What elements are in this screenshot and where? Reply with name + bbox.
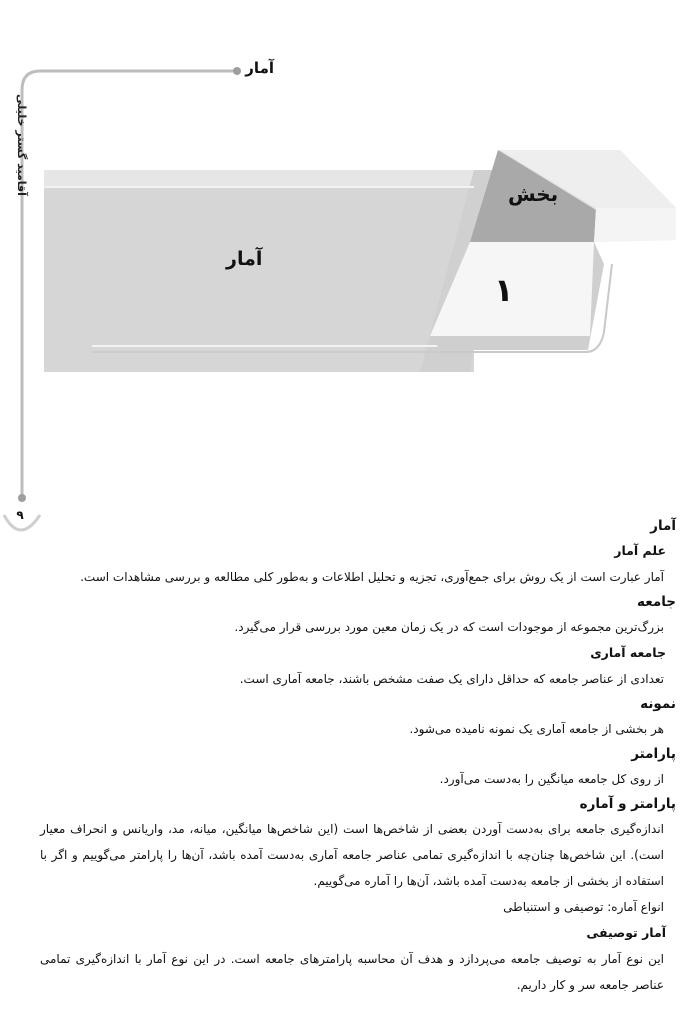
chapter-label: بخش <box>508 182 559 206</box>
statistic-types-line: انواع آماره: توصیفی و استنباطی <box>503 900 664 914</box>
side-rule-dot <box>18 494 26 502</box>
subheading-statistical-population: جامعه آماری <box>590 645 666 660</box>
chapter-banner <box>44 150 676 372</box>
heading-parameter-and-statistic: پارامتر و آماره <box>579 796 676 812</box>
paragraph-population: بزرگ‌ترین مجموعه از موجودات است که در یک زمان معین مورد بررسی قرار می‌گیرد. <box>234 620 664 634</box>
heading-parameter: پارامتر <box>631 746 676 762</box>
page-number: ۹ <box>16 508 24 522</box>
subheading-descriptive-statistics: آمار توصیفی <box>586 925 666 940</box>
header-rule-dot <box>233 67 241 75</box>
paragraph-sample: هر بخشی از جامعه آماری یک نمونه نامیده می‌شود. <box>409 722 664 736</box>
heading-sample: نمونه <box>640 696 676 712</box>
heading-population: جامعه <box>637 594 676 610</box>
page-content <box>40 514 676 998</box>
section-heading: آمار <box>650 518 676 534</box>
paragraph-parameter: از روی کل جامعه میانگین را به‌دست می‌آورد. <box>439 772 664 786</box>
running-header-title: آمار <box>245 59 274 77</box>
chapter-title: آمار <box>226 248 263 270</box>
paragraph-parameter-and-statistic: اندازه‌گیری جامعه برای به‌دست آوردن بعضی از شاخص‌ها است (این شاخص‌ها میانگین، میانه، مد، واریانس و انحراف معیار است). این شاخص‌ها چنان‌چه با اندازه‌گیری تمامی عناصر جامعه آماری به‌دست آمده باشد، آن‌ها را پارامتر می‌گوییم و اگر با استفاده از بخشی از جامعه به‌دست آمده باشد، آن‌ها را آماره می‌گوییم. <box>40 822 664 888</box>
paragraph-statistical-population: تعدادی از عناصر جامعه که حداقل دارای یک صفت مشخص باشند، جامعه آماری است. <box>239 672 664 686</box>
chapter-number: ۱ <box>494 271 514 309</box>
author-name: آقامید گستر خلیلی <box>15 94 28 196</box>
paragraph-statistics-science: آمار عبارت است از یک روش برای جمع‌آوری، تجزیه و تحلیل اطلاعات و به‌طور کلی مطالعه و بررسی مشاهدات است. <box>80 570 664 584</box>
paragraph-descriptive-statistics: این نوع آمار به توصیف جامعه می‌پردازد و هدف آن محاسبه پارامترهای جامعه است. در این نوع آمار با اندازه‌گیری تمامی عناصر جامعه سر و کار داریم. <box>40 952 664 992</box>
subheading-statistics-science: علم آمار <box>614 543 666 558</box>
